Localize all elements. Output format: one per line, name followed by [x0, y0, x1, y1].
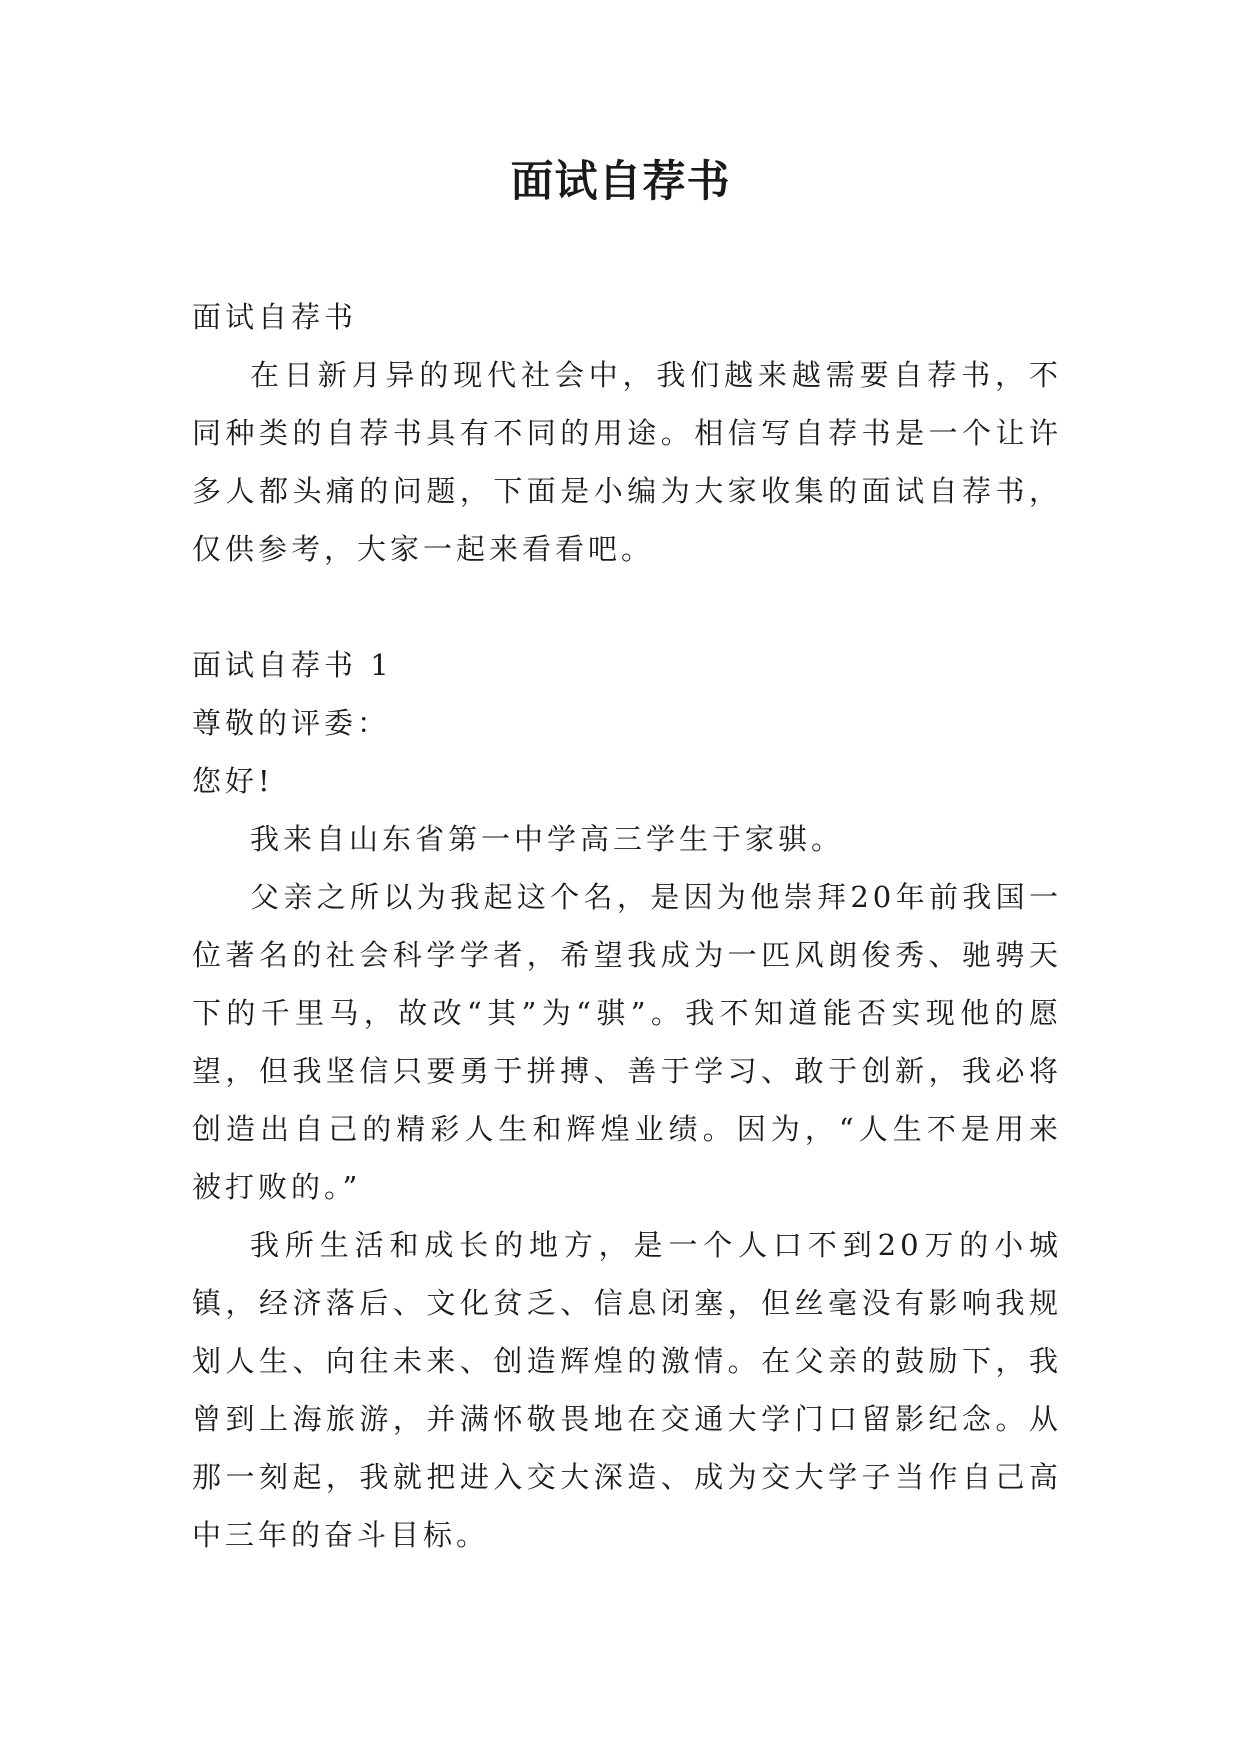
salutation: 尊敬的评委：	[192, 706, 391, 740]
body-paragraph: 父亲之所以为我起这个名，是因为他崇拜20年前我国一位著名的社会科学学者，希望我成为一匹风朗俊秀、驰骋天下的千里马，故改“其”为“骐”。我不知道能否实现他的愿望，但我坚信只要勇于拼搏、善于学习、敢于创新，我必将创造出自己的精彩人生和辉煌业绩。因为，“人生不是用来被打败的。”	[192, 880, 1062, 1204]
greeting: 您好!	[192, 764, 274, 798]
body-paragraph: 我所生活和成长的地方，是一个人口不到20万的小城镇，经济落后、文化贫乏、信息闭塞，但丝毫没有影响我规划人生、向往未来、创造辉煌的激情。在父亲的鼓励下，我曾到上海旅游，并满怀敬畏地在交通大学门口留影纪念。从那一刻起，我就把进入交大深造、成为交大学子当作自己高中三年的奋斗目标。	[192, 1228, 1062, 1552]
section-spacer	[192, 578, 1062, 636]
document-title: 面试自荐书	[510, 157, 731, 207]
intro-paragraph: 在日新月异的现代社会中，我们越来越需要自荐书，不同种类的自荐书具有不同的用途。相信写自荐书是一个让许多人都头痛的问题，下面是小编为大家收集的面试自荐书，仅供参考，大家一起来看看吧。	[192, 358, 1062, 566]
section-heading: 面试自荐书 1	[192, 648, 393, 682]
body-paragraph: 我来自山东省第一中学高三学生于家骐。	[250, 822, 845, 856]
document-body	[192, 288, 1062, 1564]
intro-heading: 面试自荐书	[192, 300, 358, 334]
